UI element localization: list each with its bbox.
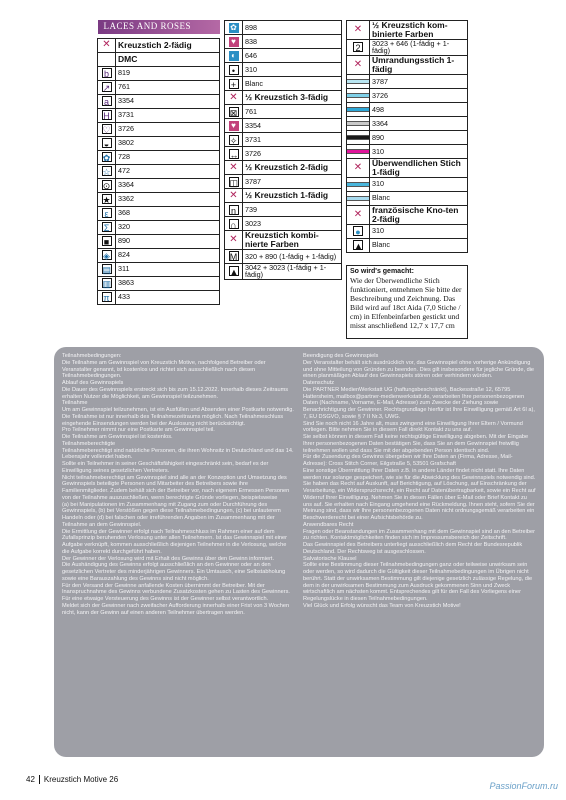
- code-cell: 310: [370, 177, 468, 191]
- code-cell: ½ Kreuzstich 3-fädig: [243, 91, 342, 105]
- legend-row: [225, 133, 342, 147]
- code-cell: 898: [243, 21, 342, 35]
- symbol-cell: [347, 158, 370, 177]
- stitch-symbol-icon: •: [229, 65, 239, 75]
- legend-row: [98, 136, 220, 150]
- code-cell: Umrandungsstich 1-fädig: [370, 55, 468, 74]
- stitch-line-icon: [347, 182, 369, 187]
- stitch-symbol-icon: a: [102, 96, 112, 106]
- stitch-symbol-icon: ☆: [102, 167, 111, 177]
- symbol-cell: [347, 144, 370, 158]
- stitch-line-icon: [347, 107, 369, 112]
- stitch-symbol-icon: ε: [102, 208, 112, 218]
- code-cell: 3364: [116, 178, 220, 192]
- symbol-cell: [225, 35, 243, 49]
- watermark: PassionForum.ru: [489, 781, 558, 791]
- symbol-cell: [347, 88, 370, 102]
- legend-row: [347, 88, 468, 102]
- stitch-symbol-icon: ♥: [229, 121, 239, 131]
- code-cell: 311: [116, 262, 220, 276]
- code-cell: 3364: [370, 116, 468, 130]
- stitch-line-icon: [347, 149, 369, 154]
- cross-icon: ✕: [353, 208, 363, 220]
- stitch-symbol-icon: ✿: [230, 22, 237, 32]
- symbol-cell: [225, 119, 243, 133]
- code-cell: 739: [243, 203, 342, 217]
- stitch-symbol-icon: ▥: [102, 279, 112, 289]
- legend-row: [98, 80, 220, 94]
- symbol-cell: [347, 74, 370, 88]
- legend-row: [225, 217, 342, 231]
- legend-row: [225, 175, 342, 189]
- symbol-cell: [347, 39, 370, 55]
- stitch-symbol-icon: ●: [353, 226, 363, 236]
- symbol-cell: [98, 66, 116, 80]
- code-cell: ½ Kreuzstich 2-fädig: [243, 161, 342, 175]
- symbol-cell: [98, 262, 116, 276]
- cross-icon: ✕: [229, 189, 238, 201]
- code-cell: 310: [243, 63, 342, 77]
- legend-row: [98, 220, 220, 234]
- symbol-cell: [225, 77, 243, 91]
- legend-table-col3: [346, 20, 468, 253]
- symbol-cell: [347, 55, 370, 74]
- symbol-cell: [225, 105, 243, 119]
- code-cell: ½ Kreuzstich kom-binierte Farben: [370, 21, 468, 40]
- symbol-cell: [98, 164, 116, 178]
- section-header: [347, 55, 468, 74]
- cross-icon: ✕: [229, 161, 238, 173]
- symbol-cell: [98, 276, 116, 290]
- symbol-cell: [347, 205, 370, 224]
- symbol-cell: [347, 130, 370, 144]
- symbol-cell: [225, 147, 243, 161]
- magazine-name: Kreuzstich Motive 26: [43, 775, 119, 784]
- legend-table-col1: [97, 20, 220, 305]
- stitch-symbol-icon: ▲: [229, 267, 239, 278]
- stitch-symbol-icon: Σ: [102, 222, 112, 232]
- stitch-symbol-icon: π: [103, 293, 110, 303]
- stitch-symbol-icon: ◐: [229, 51, 239, 61]
- legend-row: [98, 150, 220, 164]
- code-cell: Blanc: [370, 191, 468, 205]
- section-header: [225, 231, 342, 250]
- symbol-cell: [98, 122, 116, 136]
- symbol-cell: [98, 248, 116, 262]
- symbol-cell: [225, 263, 243, 279]
- legend-row: [98, 234, 220, 248]
- code-cell: 3023 + 646 (1-fädig + 1-fädig): [370, 39, 468, 55]
- code-cell: 890: [370, 130, 468, 144]
- legend-row: [225, 49, 342, 63]
- code-cell: 433: [116, 290, 220, 304]
- symbol-cell: [225, 21, 243, 35]
- symbol-cell: [225, 189, 243, 203]
- code-cell: Blanc: [370, 238, 468, 252]
- code-cell: 498: [370, 102, 468, 116]
- code-cell: 3726: [370, 88, 468, 102]
- legend-row: [98, 206, 220, 220]
- legend-row: [225, 263, 342, 279]
- legend-row: [347, 238, 468, 252]
- code-cell: ½ Kreuzstich 1-fädig: [243, 189, 342, 203]
- legend-row: [98, 262, 220, 276]
- stitch-line-icon: [347, 135, 369, 140]
- cross-icon: ✕: [102, 39, 111, 50]
- symbol-cell: [347, 21, 370, 40]
- section-header: [347, 205, 468, 224]
- stitch-symbol-icon: ▤: [102, 265, 112, 275]
- code-cell: 890: [116, 234, 220, 248]
- legend-row: [225, 21, 342, 35]
- pattern-title-banner: LACES AND ROSES: [98, 20, 220, 34]
- code-cell: 310: [370, 144, 468, 158]
- symbol-cell: [347, 116, 370, 130]
- code-cell: 3354: [243, 119, 342, 133]
- instructions-title: So wird's gemacht:: [350, 268, 414, 275]
- cross-icon: ✕: [353, 23, 363, 35]
- stitch-symbol-icon: ★: [102, 195, 111, 205]
- symbol-cell: [98, 178, 116, 192]
- code-cell: 472: [116, 164, 220, 178]
- symbol-cell: [98, 206, 116, 220]
- stitch-symbol-icon: ◈: [103, 251, 110, 261]
- brand-label: DMC: [116, 52, 220, 66]
- symbol-cell: [225, 63, 243, 77]
- terms-left-column: Teilnahmebedingungen: Die Teilnahme am Gewinnspiel von Kreuzstich Motive, nachfolgend Betreiber oder Veranstalter genannt, ist kostenlos und richtet sich ausschließlich nach diesen Teilnahmebedingungen. Ablauf des Gewinnspiels Die Dauer des Gewinnspiels erstreckt sich bis zum 15.12.2022. Innerhalb dieses Zeitraums erhalten Nutzer die Möglichkeit, am Gewinnspiel teilzunehmen. Teilnahme Um am Gewinnspiel teilzunehmen, ist ein Ausfüllen und Absenden einer Postkarte notwendig. Die Teilnahme ist nur innerhalb des Teilnahmezeitraums möglich. Nach Teilnahmeschluss eingehende Einsendungen werden bei der Auslosung nicht berücksichtigt. Pro Teilnehmer nimmt nur eine Postkarte am Gewinnspiel teil. Die Teilnahme am Gewinnspiel ist kostenlos. Teilnahmeberechtigte Teilnahmeberechtigt sind natürliche Personen, die ihren Wohnsitz in Deutschland und das 14. Lebensjahr vollendet haben. Sollte ein Teilnehmer in seiner Geschäftsfähigkeit eingeschränkt sein, bedarf es der Einwilligung seines gesetzlichen Vertreters. Nicht teilnahmeberechtigt am Gewinnspiel sind alle an der Konzeption und Umsetzung des Gewinnspiels beteiligte Personen und Mitarbeiter des Betreibers sowie ihre Familienmitglieder. Zudem behält sich der Betreiber vor, nach eigenem Ermessen Personen von der Teilnahme auszuschließen, wenn berechtigte Gründe vorliegen, beispielsweise (a) bei Manipulationen im Zusammenhang mit Zugang zum oder Durchführung des Gewinnspiels, (b) bei Verstößen gegen diese Teilnahmebedingungen, (c) bei unlauterem Handeln oder (d) bei falschen oder irreführenden Angaben im Zusammenhang mit der Teilnahme an dem Gewinnspiel. Die Ermittlung der Gewinner erfolgt nach Teilnahmeschluss im Rahmen einer auf dem Zufallsprinzip beruhenden Verlosung unter allen Teilnehmern. Ist das Gewinnspiel mit einer Aufgabe verknüpft, kommen ausschließlich diejenigen Teilnehmer in die Verlosung, welche die Aufgabe korrekt durchgeführt haben. Der Gewinner der Verlosung wird mit Erhalt des Gewinns über den Gewinn informiert. Die Aushändigung des Gewinns erfolgt ausschließlich an den Gewinner oder an den gesetzlichen Vertreter des minderjährigen Gewinners. Ein Umtausch, eine Selbstabholung sowie eine Barauszahlung des Gewinns sind nicht möglich. Für den Versand der Gewinne anfallende Kosten übernimmt der Betreiber. Mit der Inanspruchnahme des Gewinns verbundene Zusatzkosten gehen zu Lasten des Gewinners. Für eine etwaige Versteuerung des Gewinns ist der Gewinner selbst verantwortlich. Meldet sich der Gewinner nach zweifacher Aufforderung innerhalb einer Frist von 3 Wochen nicht, kann der Gewinn auf einen anderen Teilnehmer übertragen werden.: [62, 353, 294, 616]
- legend-row: [98, 66, 220, 80]
- page-footer: [26, 775, 118, 784]
- legend-table-col2: [224, 20, 342, 280]
- symbol-cell: [225, 161, 243, 175]
- symbol-cell: [225, 175, 243, 189]
- stitch-symbol-icon: 2: [353, 42, 363, 52]
- symbol-cell: [98, 94, 116, 108]
- symbol-cell: [98, 234, 116, 248]
- symbol-cell: [98, 192, 116, 206]
- stitch-symbol-icon: H: [103, 111, 110, 121]
- section-header: [225, 161, 342, 175]
- cross-icon: ✕: [353, 161, 363, 173]
- stitch-symbol-icon: M: [229, 252, 238, 263]
- stitch-symbol-icon: ↗: [102, 83, 111, 93]
- section-header: [225, 91, 342, 105]
- section-header: [225, 189, 342, 203]
- symbol-cell: [347, 224, 370, 238]
- stitch-symbol-icon: ♥: [229, 37, 239, 47]
- code-cell: 368: [116, 206, 220, 220]
- instructions-text: Wie der Überwendliche Stich funktioniert, entnehmen Sie bitte der Beschreibung und Zeichnung. Das Bild wird auf 18ct Aida (7,0 Stiche / cm) in Elfenbeinfarben gestickt und misst anschließend 12,7 x 17,7 cm: [350, 276, 462, 330]
- symbol-cell: [98, 80, 116, 94]
- stitch-symbol-icon: b: [102, 68, 112, 78]
- footer-divider: [39, 775, 40, 784]
- legend-row: [347, 144, 468, 158]
- code-cell: 646: [243, 49, 342, 63]
- legend-row: [98, 94, 220, 108]
- legend-row: [98, 178, 220, 192]
- symbol-cell: [98, 290, 116, 304]
- code-cell: 3042 + 3023 (1-fädig + 1-fädig): [243, 263, 342, 279]
- legend-row: [98, 276, 220, 290]
- symbol-cell: [225, 217, 243, 231]
- symbol-cell: [347, 191, 370, 205]
- code-cell: französische Kno-ten 2-fädig: [370, 205, 468, 224]
- instructions-box: [346, 265, 468, 339]
- code-cell: 3731: [116, 108, 220, 122]
- legend-row: [98, 192, 220, 206]
- stitch-symbol-icon: ◒: [102, 138, 112, 148]
- legend-row: [225, 147, 342, 161]
- symbol-cell: [98, 220, 116, 234]
- legend-row: [347, 191, 468, 205]
- code-cell: 3726: [243, 147, 342, 161]
- code-cell: 3362: [116, 192, 220, 206]
- page-number: 42: [26, 775, 35, 784]
- stitch-symbol-icon: ■: [102, 236, 112, 246]
- section-header: [347, 21, 468, 40]
- code-cell: 3731: [243, 133, 342, 147]
- stitch-symbol-icon: ✿: [102, 153, 111, 163]
- code-cell: 838: [243, 35, 342, 49]
- legend-row: [98, 108, 220, 122]
- stitch-symbol-icon: ⊠: [229, 107, 238, 118]
- symbol-cell: [98, 136, 116, 150]
- code-cell: 824: [116, 248, 220, 262]
- stitch-symbol-icon: ◫: [229, 177, 239, 188]
- stitch-symbol-icon: ♡: [102, 125, 111, 135]
- code-cell: 761: [116, 80, 220, 94]
- terms-panel: [54, 347, 544, 757]
- terms-right-column: Beendigung des Gewinnspiels Der Veranstalter behält sich ausdrücklich vor, das Gewinnspiel ohne vorherige Ankündigung und ohne Mitteilung von Gründen zu beenden. Dies gilt insbesondere für jegliche Gründe, die einen planmäßigen Ablauf des Gewinnspiels stören oder verhindern würden. Datenschutz Die PARTNER MedienWerkstatt UG (haftungsbeschränkt), Backesstraße 12, 65795 Hattersheim, mailbox@partner-medienwerkstatt.de, verarbeiten Ihre personenbezogenen Daten (Nachname, Vorname, E-Mail, Adresse) zum Zwecke der Ziehung sowie Benachrichtigung der Gewinner. Rechtsgrundlage hierfür ist Ihre Einwilligung gemäß Art 6I a), 7, EU DSGVO, sowie § 7 II Nr.3, UWG. Sind Sie noch nicht 16 Jahre alt, muss zwingend eine Einwilligung Ihrer Eltern / Vormund vorliegen. Bitte nehmen Sie in diesem Fall direkt Kontakt zu uns auf. Sie selbst können in diesem Fall keine rechtsgültige Einwilligung abgeben. Mit der Eingabe Ihrer personenbezogenen Daten bestätigen Sie, dass Sie an dem Gewinnspiel freiwillig teilnehmen wollen und dass Sie mit der abgebenden Person identisch sind. Für die Zusendung des Gewinns übergeben wir Ihre Daten an (Firma, Adresse, Mail-Adresse): Cross Stitch Corner, Eilgstraße 5, 53501 Grafschaft Eine sonstige Übermittlung Ihrer Daten z.B. in andere Länder findet nicht statt. Ihre Daten werden nur solange gespeichert, wie sie für die Abwicklung des Gewinnspiels notwendig sind. Sie haben das Recht auf Auskunft, auf Berichtigung, auf Löschung, auf Einschränkung der Verarbeitung, ein Widerspruchsrecht, ein Recht auf Datenübertragbarkeit, sowie ein Recht auf Widerruf Ihrer Einwilligung. Nehmen Sie in diesen Fällen über E-Mail oder Brief Kontakt zu uns auf. Sie erhalten nach Eingang umgehend eine Rückmeldung. Ihnen steht, sofern Sie der Meinung sind, dass wir Ihre personenbezogenen Daten nicht ordnungsgemäß verarbeiten ein Beschwerderecht bei einer Aufsichtsbehörde zu. Anwendbares Recht Fragen oder Beanstandungen im Zusammenhang mit dem Gewinnspiel sind an den Betreiber zu richten. Kontaktmöglichkeiten finden sich im Impressumsbereich der Zeitschrift. Das Gewinnspiel des Betreibers unterliegt ausschließlich dem Recht der Bundesrepublik Deutschland. Der Rechtsweg ist ausgeschlossen. Salvatorische Klausel Sollte eine Bestimmung dieser Teilnahmebedingungen ganz oder teilweise unwirksam sein oder werden, so wird dadurch die Gültigkeit dieser Teilnahmebedingungen im Übrigen nicht berührt. Statt der unwirksamen Bestimmung gilt diejenige gesetzlich zulässige Regelung, die dem in der unwirksamen Bestimmung zum Ausdruck gekommenen Sinn und Zweck wirtschaftlich am nächsten kommt. Entsprechendes gilt für den Fall des Vorliegens einer Regelungslücke in diesen Teilnahmebedingungen. Viel Glück und Erfolg wünscht das Team von Kreuzstich Motive!: [303, 353, 536, 609]
- section-header: [347, 158, 468, 177]
- code-cell: 3354: [116, 94, 220, 108]
- code-cell: 3863: [116, 276, 220, 290]
- legend-row: [225, 105, 342, 119]
- symbol-cell: [98, 108, 116, 122]
- legend-row: [98, 248, 220, 262]
- symbol-cell: [225, 49, 243, 63]
- code-cell: 320: [116, 220, 220, 234]
- code-cell: 3787: [370, 74, 468, 88]
- symbol-cell: [225, 91, 243, 105]
- code-cell: Blanc: [243, 77, 342, 91]
- stitch-symbol-icon: ↔: [229, 149, 239, 160]
- legend-row: [225, 63, 342, 77]
- legend-row: [225, 35, 342, 49]
- legend-row: [347, 177, 468, 191]
- legend-row: [98, 122, 220, 136]
- code-cell: 310: [370, 224, 468, 238]
- stitch-symbol-icon: ✧: [229, 135, 238, 146]
- code-cell: 819: [116, 66, 220, 80]
- section-header-full-stitch: Kreuzstich 2-fädig: [116, 38, 220, 52]
- symbol-cell: [225, 133, 243, 147]
- legend-row: [225, 249, 342, 263]
- stitch-symbol-icon: n: [229, 205, 239, 215]
- full-stitch-marker: [98, 38, 116, 52]
- symbol-cell: [347, 102, 370, 116]
- stitch-symbol-icon: ▲: [354, 241, 363, 251]
- legend-row: [347, 74, 468, 88]
- legend-row: [347, 224, 468, 238]
- legend-row: [98, 164, 220, 178]
- symbol-cell: [225, 203, 243, 217]
- stitch-line-icon: [347, 121, 369, 126]
- code-cell: Überwendlichen Stich 1-fädig: [370, 158, 468, 177]
- stitch-line-icon: [347, 79, 369, 84]
- code-cell: 3023: [243, 217, 342, 231]
- code-cell: 3726: [116, 122, 220, 136]
- cross-icon: ✕: [353, 58, 363, 70]
- legend-row: [225, 203, 342, 217]
- legend-row: [347, 102, 468, 116]
- legend-row: [347, 116, 468, 130]
- symbol-cell: [225, 231, 243, 250]
- code-cell: 761: [243, 105, 342, 119]
- code-cell: 320 + 890 (1-fädig + 1-fädig): [243, 249, 342, 263]
- symbol-cell: [225, 249, 243, 263]
- legend-row: [98, 290, 220, 304]
- stitch-symbol-icon: +: [229, 79, 239, 89]
- symbol-cell: [347, 238, 370, 252]
- legend-row: [225, 77, 342, 91]
- stitch-line-icon: [347, 93, 369, 98]
- symbol-cell: [98, 150, 116, 164]
- legend-row: [347, 39, 468, 55]
- cross-icon: ✕: [229, 91, 238, 103]
- code-cell: 3787: [243, 175, 342, 189]
- stitch-symbol-icon: ⊙: [102, 181, 111, 191]
- code-cell: 3802: [116, 136, 220, 150]
- code-cell: 728: [116, 150, 220, 164]
- code-cell: Kreuzstich kombi-nierte Farben: [243, 231, 342, 250]
- stitch-line-icon: [347, 196, 369, 201]
- cross-icon: ✕: [229, 233, 238, 245]
- stitch-symbol-icon: ∩: [230, 219, 237, 230]
- legend-row: [225, 119, 342, 133]
- legend-row: [347, 130, 468, 144]
- symbol-cell: [347, 177, 370, 191]
